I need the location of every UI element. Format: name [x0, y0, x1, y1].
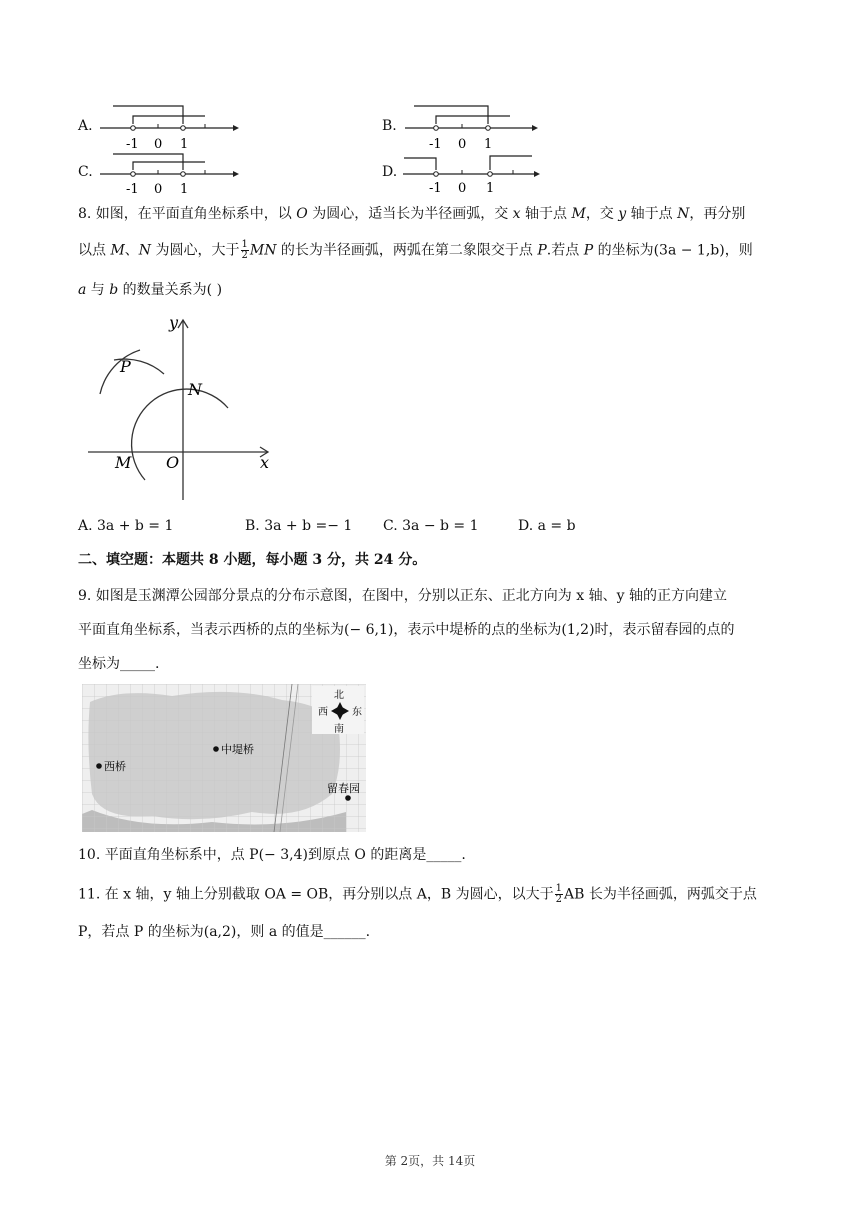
y-axis-label: y — [169, 313, 179, 332]
fraction-half: $\frac{1}{2}$ — [555, 883, 562, 905]
west-bridge-point — [96, 763, 102, 769]
tick-label: 0 — [458, 137, 467, 152]
tick-label: 0 — [154, 182, 163, 197]
section-heading: 二、填空题：本题共 8 小题，每小题 3 分，共 24 分。 — [78, 552, 427, 568]
point-n-label: N — [188, 380, 202, 399]
tick-label: 1 — [180, 182, 189, 197]
west-bridge-label: 西桥 — [104, 760, 126, 773]
q9-line-2: 平面直角坐标系，当表示西桥的点的坐标为(− 6,1)，表示中堤桥的点的坐标为(1,2)时，表示留春园的点的 — [78, 622, 735, 638]
number-line-b — [400, 100, 545, 152]
option-letter: B. — [382, 118, 397, 134]
q11-line-1: 11. 在 x 轴，y 轴上分别截取 OA = OB，再分别以点 A，B 为圆心，以大于 $\frac{1}{2}$ AB 长为半径画弧，两弧交于点 — [78, 883, 757, 905]
x-axis-label: x — [260, 453, 270, 472]
q8-option-d: D. a = b — [518, 518, 576, 534]
q8-line-2: 以点 M、N 为圆心，大于 $\frac{1}{2}$ MN 的长为半径画弧，两弧在第二象限交于点 P.若点 P 的坐标为(3a − 1,b)，则 — [78, 239, 753, 261]
compass-east: 东 — [352, 707, 362, 718]
liuchun-point — [345, 795, 351, 801]
tick-label: 0 — [458, 181, 467, 196]
q10-text: 10. 平面直角坐标系中，点 P(− 3,4)到原点 O 的距离是_____. — [78, 847, 466, 863]
liuchun-label: 留春园 — [327, 782, 360, 795]
tick-label: -1 — [126, 182, 139, 197]
q8-option-b: B. 3a + b =− 1 — [245, 518, 353, 534]
number-line-d — [398, 150, 543, 200]
q11-line-2: P，若点 P 的坐标为(a,2)，则 a 的值是______. — [78, 924, 371, 940]
q8-option-c: C. 3a − b = 1 — [383, 518, 479, 534]
option-letter: D. — [382, 164, 398, 180]
option-letter: A. — [78, 118, 93, 134]
point-p-label: P — [120, 357, 131, 376]
tick-label: 1 — [180, 137, 189, 152]
tick-label: 1 — [486, 181, 495, 196]
q9-park-map — [82, 684, 366, 832]
tick-label: -1 — [429, 137, 442, 152]
compass-north: 北 — [334, 690, 344, 701]
q8-line-3: a 与 b 的数量关系为( ) — [78, 282, 223, 298]
middle-bridge-point — [213, 746, 219, 752]
compass-west: 西 — [318, 707, 328, 718]
tick-label: -1 — [126, 137, 139, 152]
fraction-half: $\frac{1}{2}$ — [241, 239, 248, 261]
q9-line-3: 坐标为_____. — [78, 656, 160, 672]
q8-line-1: 8. 如图，在平面直角坐标系中，以 O 为圆心，适当长为半径画弧，交 x 轴于点 M，交 y 轴于点 N，再分别 — [78, 206, 746, 222]
page-footer: 第 2页，共 14页 — [384, 1154, 476, 1168]
middle-bridge-label: 中堤桥 — [221, 743, 254, 756]
origin-label: O — [166, 453, 180, 472]
compass-south: 南 — [334, 724, 344, 735]
q9-line-1: 9. 如图是玉渊潭公园部分景点的分布示意图，在图中，分别以正东、正北方向为 x 轴、y 轴的正方向建立 — [78, 588, 727, 604]
tick-label: -1 — [429, 181, 442, 196]
tick-label: 1 — [484, 137, 493, 152]
number-line-a — [95, 100, 240, 152]
point-m-label: M — [115, 453, 132, 472]
tick-label: 0 — [154, 137, 163, 152]
number-line-c — [95, 148, 240, 198]
q8-coordinate-figure — [80, 308, 280, 508]
q8-option-a: A. 3a + b = 1 — [78, 518, 174, 534]
option-letter: C. — [78, 164, 93, 180]
